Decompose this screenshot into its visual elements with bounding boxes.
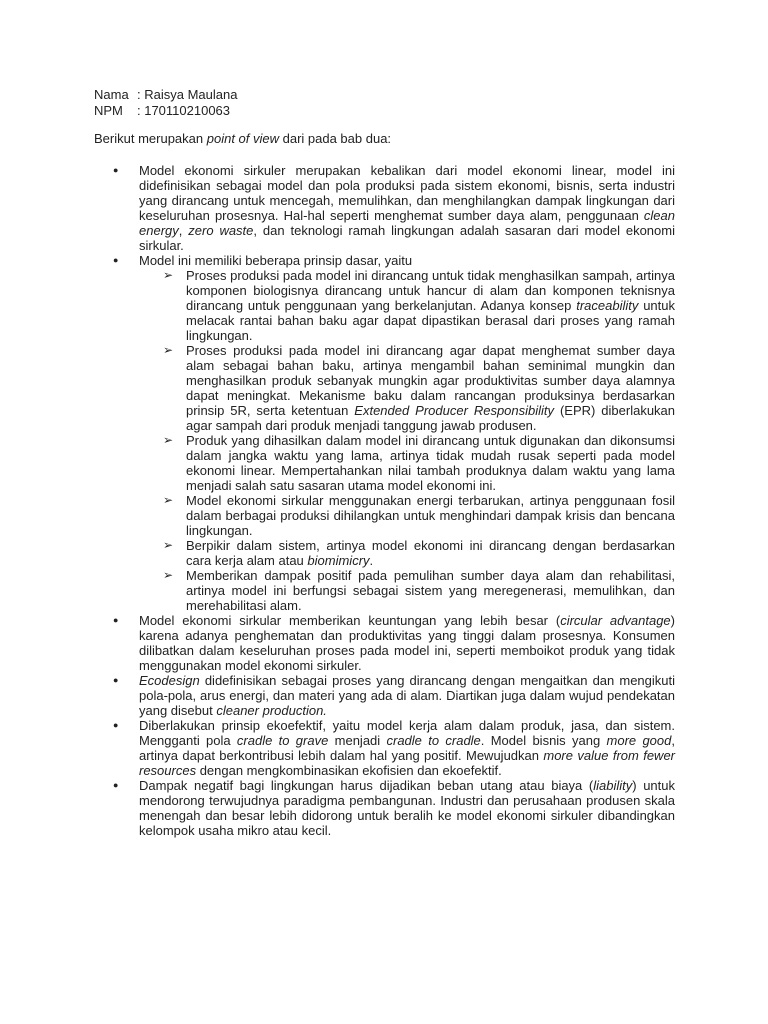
list-item [113,253,675,268]
npm-label: NPM [94,103,123,118]
item-text: Proses produksi pada model ini dirancang untuk tidak menghasilkan sampah, artinya komponen biologisnya dirancang untuk hancur di alam dan komponen teknisnya dirancang untuk penggunaan yang berkelanjutan. Adanya konsep traceability untuk melacak rantai bahan baku agar dapat dipastikan berasal dari proses yang ramah lingkungan. [186,268,675,343]
item-text: Produk yang dihasilkan dalam model ini dirancang untuk digunakan dan dikonsumsi dalam jangka waktu yang lama, artinya tidak mudah rusak seperti pada model ekonomi linear. Mempertahankan nilai tambah produknya dalam waktu yang lama menjadi salah satu sasaran utama model ekonomi ini. [186,433,675,493]
student-header [94,87,237,119]
list-item [113,718,675,778]
arrow-bullet-icon: ➢ [163,568,174,582]
intro-sentence: Berikut merupakan point of view dari pada bab dua: [94,131,392,146]
arrow-bullet-icon: ➢ [163,268,174,282]
item-text: Ecodesign didefinisikan sebagai proses yang dirancang dengan mengaitkan dan mengikuti pola-pola, arus energi, dan materi yang ada di alam. Diartikan juga dalam wujud pendekatan yang disebut cleaner production. [139,673,675,718]
list-item [113,673,675,718]
bullet-icon: ● [113,675,119,685]
item-text: Proses produksi pada model ini dirancang agar dapat menghemat sumber daya alam sebagai bahan baku, artinya mengambil bahan seminimal mungkin dan menghasilkan produk sebanyak mungkin agar produktivitas sumber daya alamnya dapat meningkat. Mekanisme baku dalam rancangan produksinya berdasarkan prinsip 5R, serta ketentuan Extended Producer Responsibility (EPR) diberlakukan agar sampah dari produk menjadi tanggung jawab produsen. [186,343,676,433]
bullet-icon: ● [113,780,119,790]
sub-list-item [163,433,675,493]
list-item [113,163,675,253]
arrow-bullet-icon: ➢ [163,538,174,552]
sub-list-item [163,343,675,433]
name-value: : Raisya Maulana [137,87,238,102]
sub-list-item [163,538,675,568]
item-text: Diberlakukan prinsip ekoefektif, yaitu model kerja alam dalam produk, jasa, dan sistem. Mengganti pola cradle to grave menjadi cradle to cradle. Model bisnis yang more good, artinya dapat berkontribusi lebih dalam hal yang positif. Mewujudkan more value from fewer resources dengan mengkombinasikan ekofisien dan ekoefektif. [139,718,676,778]
item-text: Model ini memiliki beberapa prinsip dasar, yaitu [139,253,413,268]
point-list [113,163,675,838]
item-text: Model ekonomi sirkuler merupakan kebalikan dari model ekonomi linear, model ini didefinisikan sebagai model dan pola produksi pada sistem ekonomi, bisnis, serta industri yang dirancang untuk mencegah, memulihkan, dan menghilangkan dampak lingkungan dari keseluruhan prosesnya. Hal-hal seperti menghemat sumber daya alam, penggunaan clean energy, zero waste, dan teknologi ramah lingkungan adalah sasaran dari model ekonomi sirkular. [139,163,675,253]
sub-list-item [163,268,675,343]
item-text: Model ekonomi sirkular menggunakan energi terbarukan, artinya penggunaan fosil dalam berbagai produksi dihilangkan untuk menghindari dampak krisis dan bencana lingkungan. [186,493,675,538]
list-item [113,778,675,838]
bullet-icon: ● [113,720,119,730]
arrow-bullet-icon: ➢ [163,343,174,357]
name-row [94,87,237,103]
item-text: Memberikan dampak positif pada pemulihan sumber daya alam dan rehabilitasi, artinya model ini berfungsi sebagai sistem yang meregenerasi, memulihkan, dan merehabilitasi alam. [186,568,675,613]
list-item [113,613,675,673]
arrow-bullet-icon: ➢ [163,493,174,507]
sub-list-item [163,568,675,613]
sub-list-item [163,493,675,538]
arrow-bullet-icon: ➢ [163,433,174,447]
item-text: Dampak negatif bagi lingkungan harus dijadikan beban utang atau biaya (liability) untuk mendorong terwujudnya paradigma pembangunan. Industri dan perusahaan produsen skala menengah dan besar lebih didorong untuk beralih ke model ekonomi sirkuler dibandingkan kelompok usaha mikro atau kecil. [139,778,675,838]
item-text: Berpikir dalam sistem, artinya model ekonomi ini dirancang dengan berdasarkan cara kerja alam atau biomimicry. [186,538,675,568]
bullet-icon: ● [113,165,119,175]
npm-value: : 170110210063 [137,103,231,118]
bullet-icon: ● [113,615,119,625]
name-label: Nama [94,87,129,102]
item-text: Model ekonomi sirkular memberikan keuntungan yang lebih besar (circular advantage) karena adanya penghematan dan produktivitas yang tinggi dalam prosesnya. Konsumen dilibatkan dalam keseluruhan proses pada model ini, seperti memboikot produk yang tidak menggunakan model ekonomi sirkuler. [139,613,675,673]
bullet-icon: ● [113,255,119,265]
npm-row [94,103,237,119]
